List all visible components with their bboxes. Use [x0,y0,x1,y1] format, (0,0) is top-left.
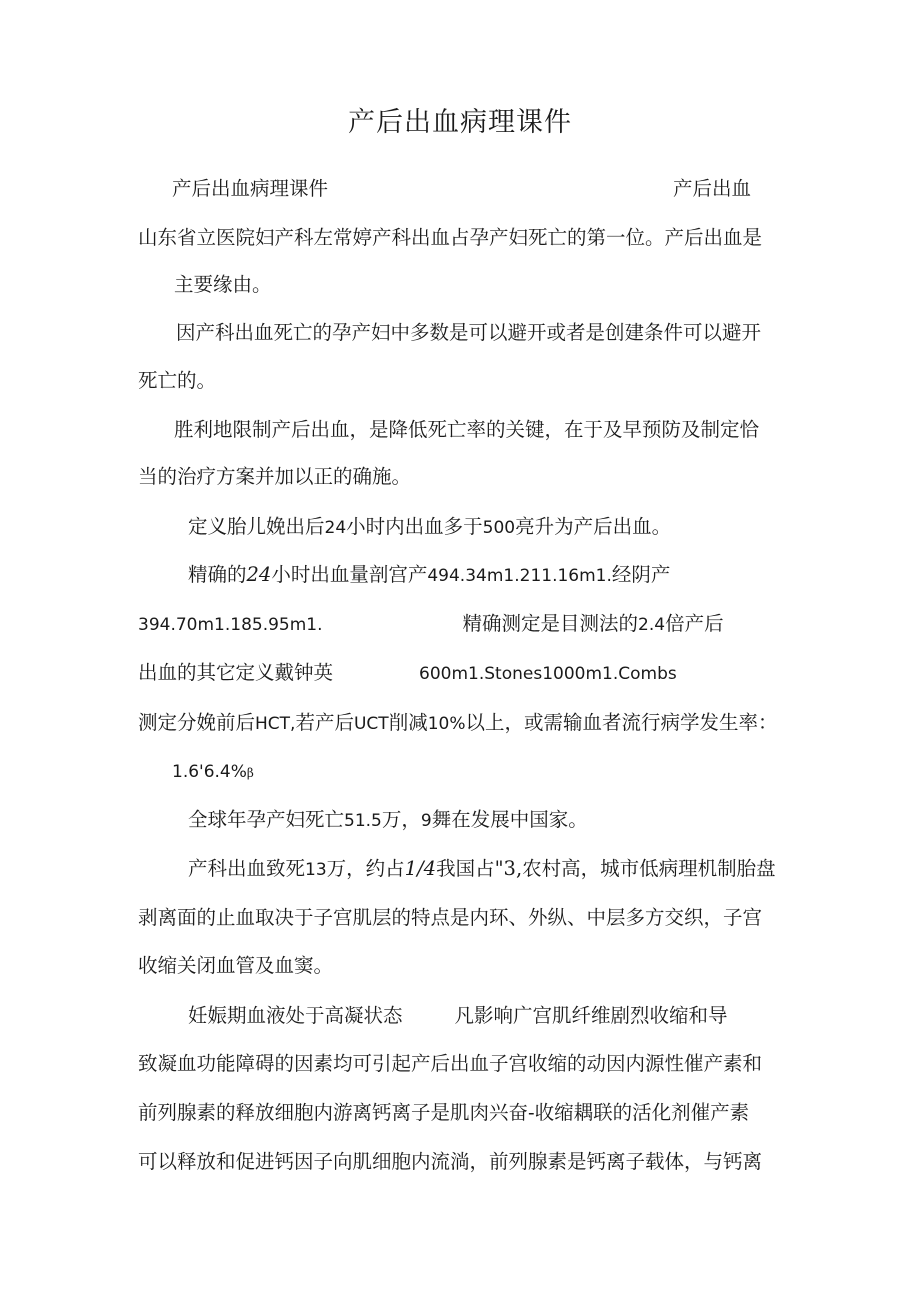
text-run: 农村高，城市低病理机制胎盘 [522,857,776,880]
paragraph-line [172,176,751,202]
text-run: 500 [482,518,516,538]
text-run: 致凝血功能障碍的因素均可引起产后出血子宫收缩的动因内源性催产素和 [138,1052,763,1075]
paragraph-line [138,464,411,490]
paragraph-line [138,1100,749,1126]
paragraph-line [138,1051,762,1077]
paragraph-line [174,417,759,443]
text-run: 494.34m1.211.16m1. [427,566,612,586]
text-run: 凡影响广宫肌纤维剧烈收缩和导 [454,1004,728,1027]
paragraph-line [188,562,670,589]
paragraph-line [176,320,761,346]
text-run: 24 [324,518,347,538]
text-run: 1.6'6.4% [172,762,247,782]
text-run: UCT [353,714,389,734]
text-run: 舞在发展中国家。 [431,808,588,831]
paragraph-line [188,514,671,541]
text-run: 13 [305,860,327,880]
text-run: 可以释放和促进钙因子向肌细胞内流淌，前列腺素是钙离子载体，与钙离 [138,1150,763,1173]
paragraph-line [138,368,216,394]
text-run: 精确测定是目测法的 [462,612,639,635]
paragraph-line [188,807,588,834]
paragraph-line [188,856,776,883]
text-run: 若产后 [295,711,354,734]
text-run: 经阴产 [611,563,671,586]
paragraph-line [138,660,677,687]
text-run: 小时出血量剖宫产 [271,563,428,586]
paragraph-line [174,272,272,298]
text-run: 出血的其它定义戴钟英 [138,661,334,684]
text-run: 产后出血 [673,177,752,200]
document-title: 产后出血病理课件 [348,107,572,138]
paragraph-line [138,710,778,737]
text-run: 死亡的。 [138,369,217,392]
paragraph-line [138,1149,762,1175]
text-run: 万， [381,808,421,831]
text-run: 全球年孕产妇死亡 [188,808,345,831]
text-run: 当的治疗方案并加以正的确施。 [138,465,412,488]
paragraph-line [138,953,333,979]
paragraph-line [138,225,762,251]
text-run: 测定分娩前后 [138,711,256,734]
text-run: 600m1.Stones1000m1.Combs [419,664,677,684]
text-run: 以上，或需输血者流行病学发生率： [465,711,778,734]
text-run: 削减 [388,711,428,734]
paragraph-line [188,1003,728,1029]
text-run: 收缩关闭血管及血窦。 [138,954,334,977]
text-run: 9 [420,811,432,831]
text-run: 产科出血致死 [188,857,306,880]
text-run: β [246,766,254,780]
text-run: 1/4 [404,857,437,880]
text-run: 前列腺素的释放细胞内游离钙离子是肌肉兴奋-收缩耦联的活化剂催产素 [138,1101,750,1124]
text-run: 倍产后 [665,612,724,635]
text-run: 小时内出血多于 [346,515,483,538]
text-run: 山东省立医院妇产科左常婷产科出血占孕产妇死亡的第一位。产后出血是 [138,226,763,249]
text-run: 妊娠期血液处于高凝状态 [188,1004,403,1027]
text-run: 精确的 [188,563,247,586]
text-run: 剥离面的止血取决于子宫肌层的特点是内环、外纵、中层多方交织，子宫 [138,906,763,929]
text-run: 我国占"3, [436,857,523,880]
paragraph-line [138,611,724,638]
text-run: HCT, [255,714,296,734]
text-run: 胜利地限制产后出血，是降低死亡率的关键，在于及早预防及制定恰 [174,418,760,441]
text-run: 2.4 [638,615,666,635]
paragraph-line [138,905,762,931]
text-run: 定义胎儿娩出后 [188,515,325,538]
text-run: 394.70m1.185.95m1. [138,615,323,635]
text-run: 主要缘由。 [174,273,272,296]
text-run: 亮升为产后出血。 [515,515,672,538]
text-run: 10% [427,714,466,734]
text-run: 因产科出血死亡的孕产妇中多数是可以避开或者是创建条件可以避开 [176,321,762,344]
text-run: 产后出血病理课件 [172,177,329,200]
text-run: 24 [246,563,272,586]
paragraph-line [172,758,254,786]
text-run: 万，约占 [326,857,405,880]
text-run: 51.5 [344,811,382,831]
